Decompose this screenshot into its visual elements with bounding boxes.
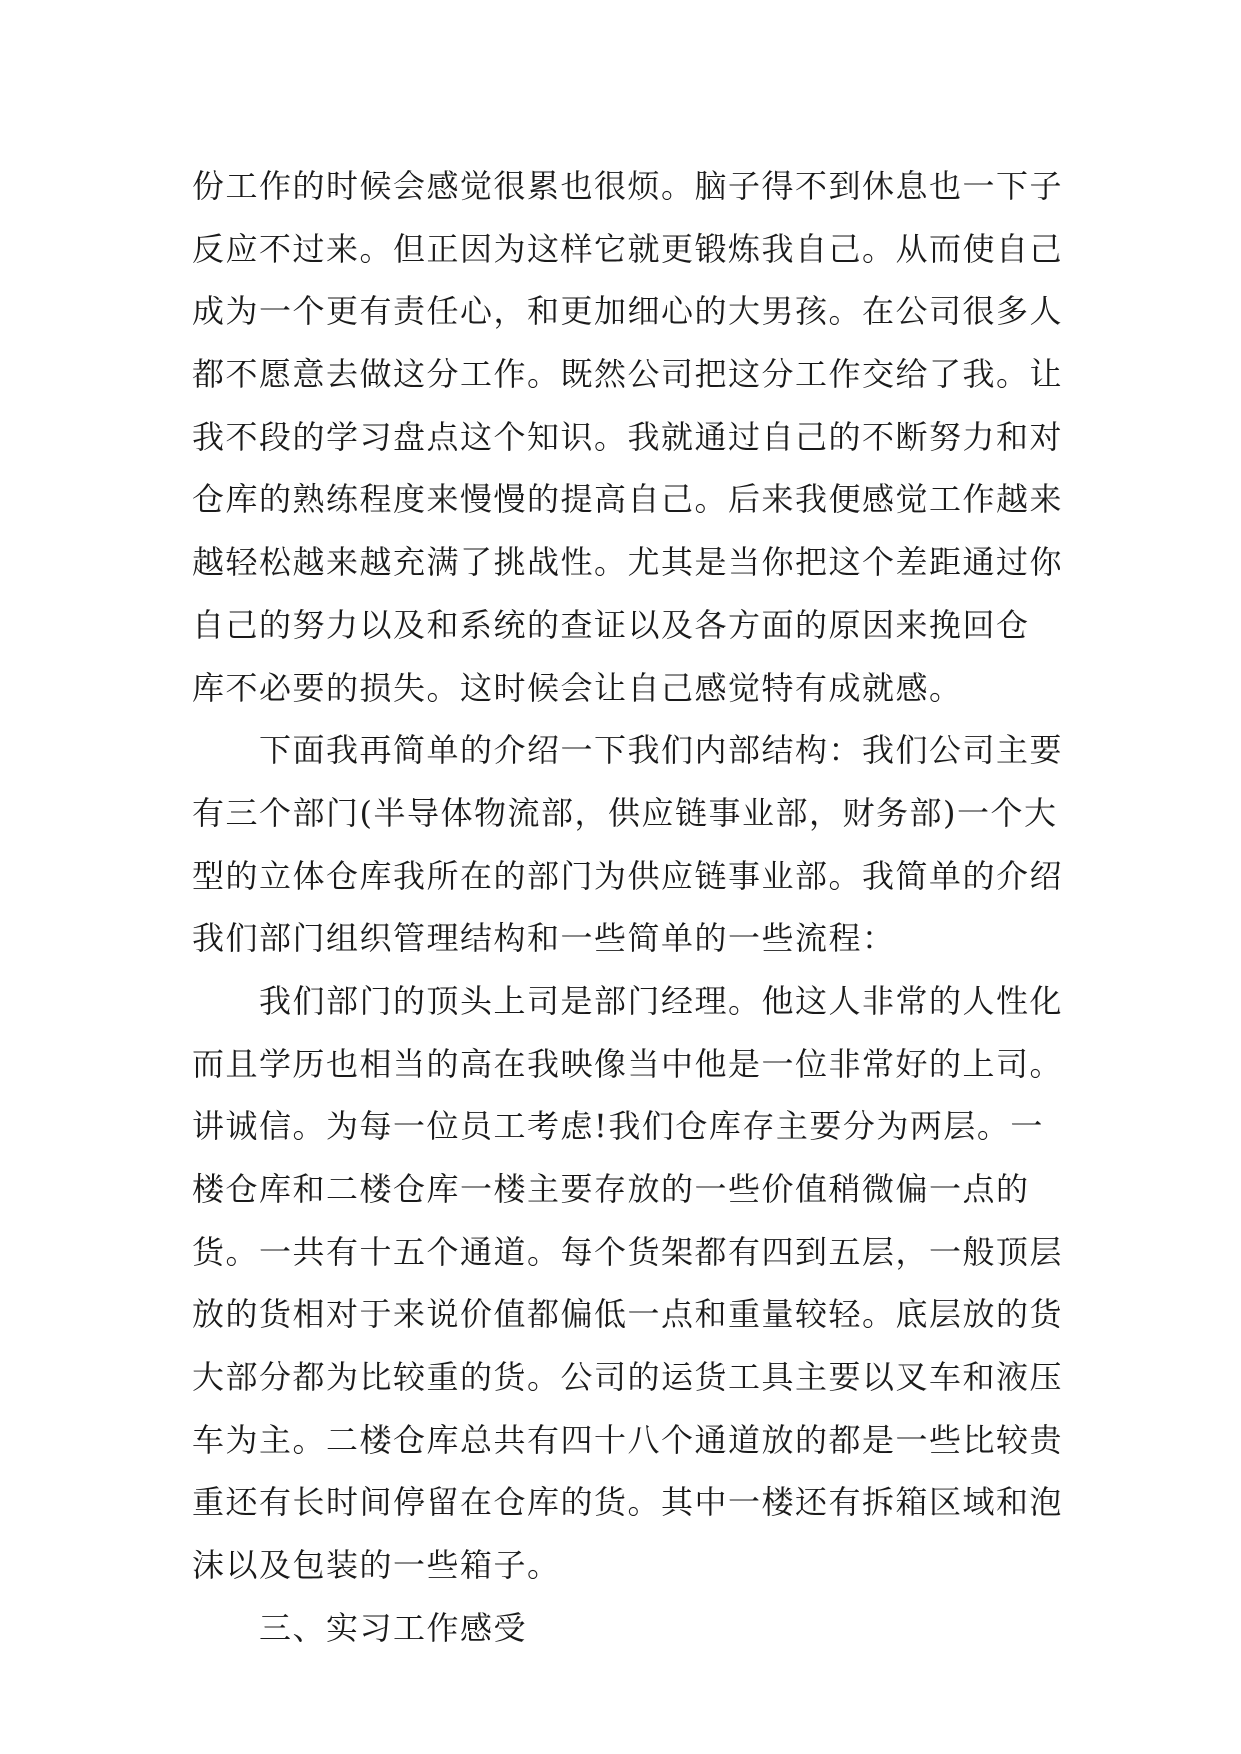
text-line: 仓库的熟练程度来慢慢的提高自己。后来我便感觉工作越来: [192, 480, 1064, 519]
document-body: [192, 155, 1062, 1660]
text-line: 自己的努力以及和系统的查证以及各方面的原因来挽回仓: [192, 605, 1030, 644]
text-line: 重还有长时间停留在仓库的货。其中一楼还有拆箱区域和泡: [192, 1483, 1064, 1522]
text-line: 我不段的学习盘点这个知识。我就通过自己的不断努力和对: [192, 417, 1064, 456]
text-line: 型的立体仓库我所在的部门为供应链事业部。我简单的介绍: [192, 856, 1064, 895]
text-line: 放的货相对于来说价值都偏低一点和重量较轻。底层放的货: [192, 1295, 1064, 1334]
text-line: 而且学历也相当的高在我映像当中他是一位非常好的上司。: [192, 1044, 1064, 1083]
paragraph-start-line: 下面我再简单的介绍一下我们内部结构：我们公司主要: [192, 731, 1064, 770]
text-line: 货。一共有十五个通道。每个货架都有四到五层，一般顶层: [192, 1232, 1064, 1271]
text-line: 我们部门组织管理结构和一些简单的一些流程：: [192, 919, 896, 958]
text-line: 份工作的时候会感觉很累也很烦。脑子得不到休息也一下子: [192, 167, 1064, 205]
text-line: 库不必要的损失。这时候会让自己感觉特有成就感。: [192, 668, 963, 707]
text-line: 车为主。二楼仓库总共有四十八个通道放的都是一些比较贵: [192, 1420, 1064, 1459]
paragraph-start-line: 我们部门的顶头上司是部门经理。他这人非常的人性化: [192, 981, 1064, 1020]
text-line: 反应不过来。但正因为这样它就更锻炼我自己。从而使自己: [192, 229, 1064, 268]
text-line: 成为一个更有责任心，和更加细心的大男孩。在公司很多人: [192, 292, 1064, 331]
text-line: 都不愿意去做这分工作。既然公司把这分工作交给了我。让: [192, 355, 1064, 394]
section-heading: 三、实习工作感受: [192, 1608, 528, 1647]
text-line: 讲诚信。为每一位员工考虑!我们仓库存主要分为两层。一: [192, 1107, 1044, 1146]
text-line: 沫以及包装的一些箱子。: [192, 1546, 561, 1585]
text-line: 大部分都为比较重的货。公司的运货工具主要以叉车和液压: [192, 1358, 1064, 1397]
text-line: 楼仓库和二楼仓库一楼主要存放的一些价值稍微偏一点的: [192, 1170, 1030, 1208]
text-line: 越轻松越来越充满了挑战性。尤其是当你把这个差距通过你: [192, 543, 1064, 582]
text-line: 有三个部门(半导体物流部，供应链事业部，财务部)一个大: [192, 793, 1058, 832]
